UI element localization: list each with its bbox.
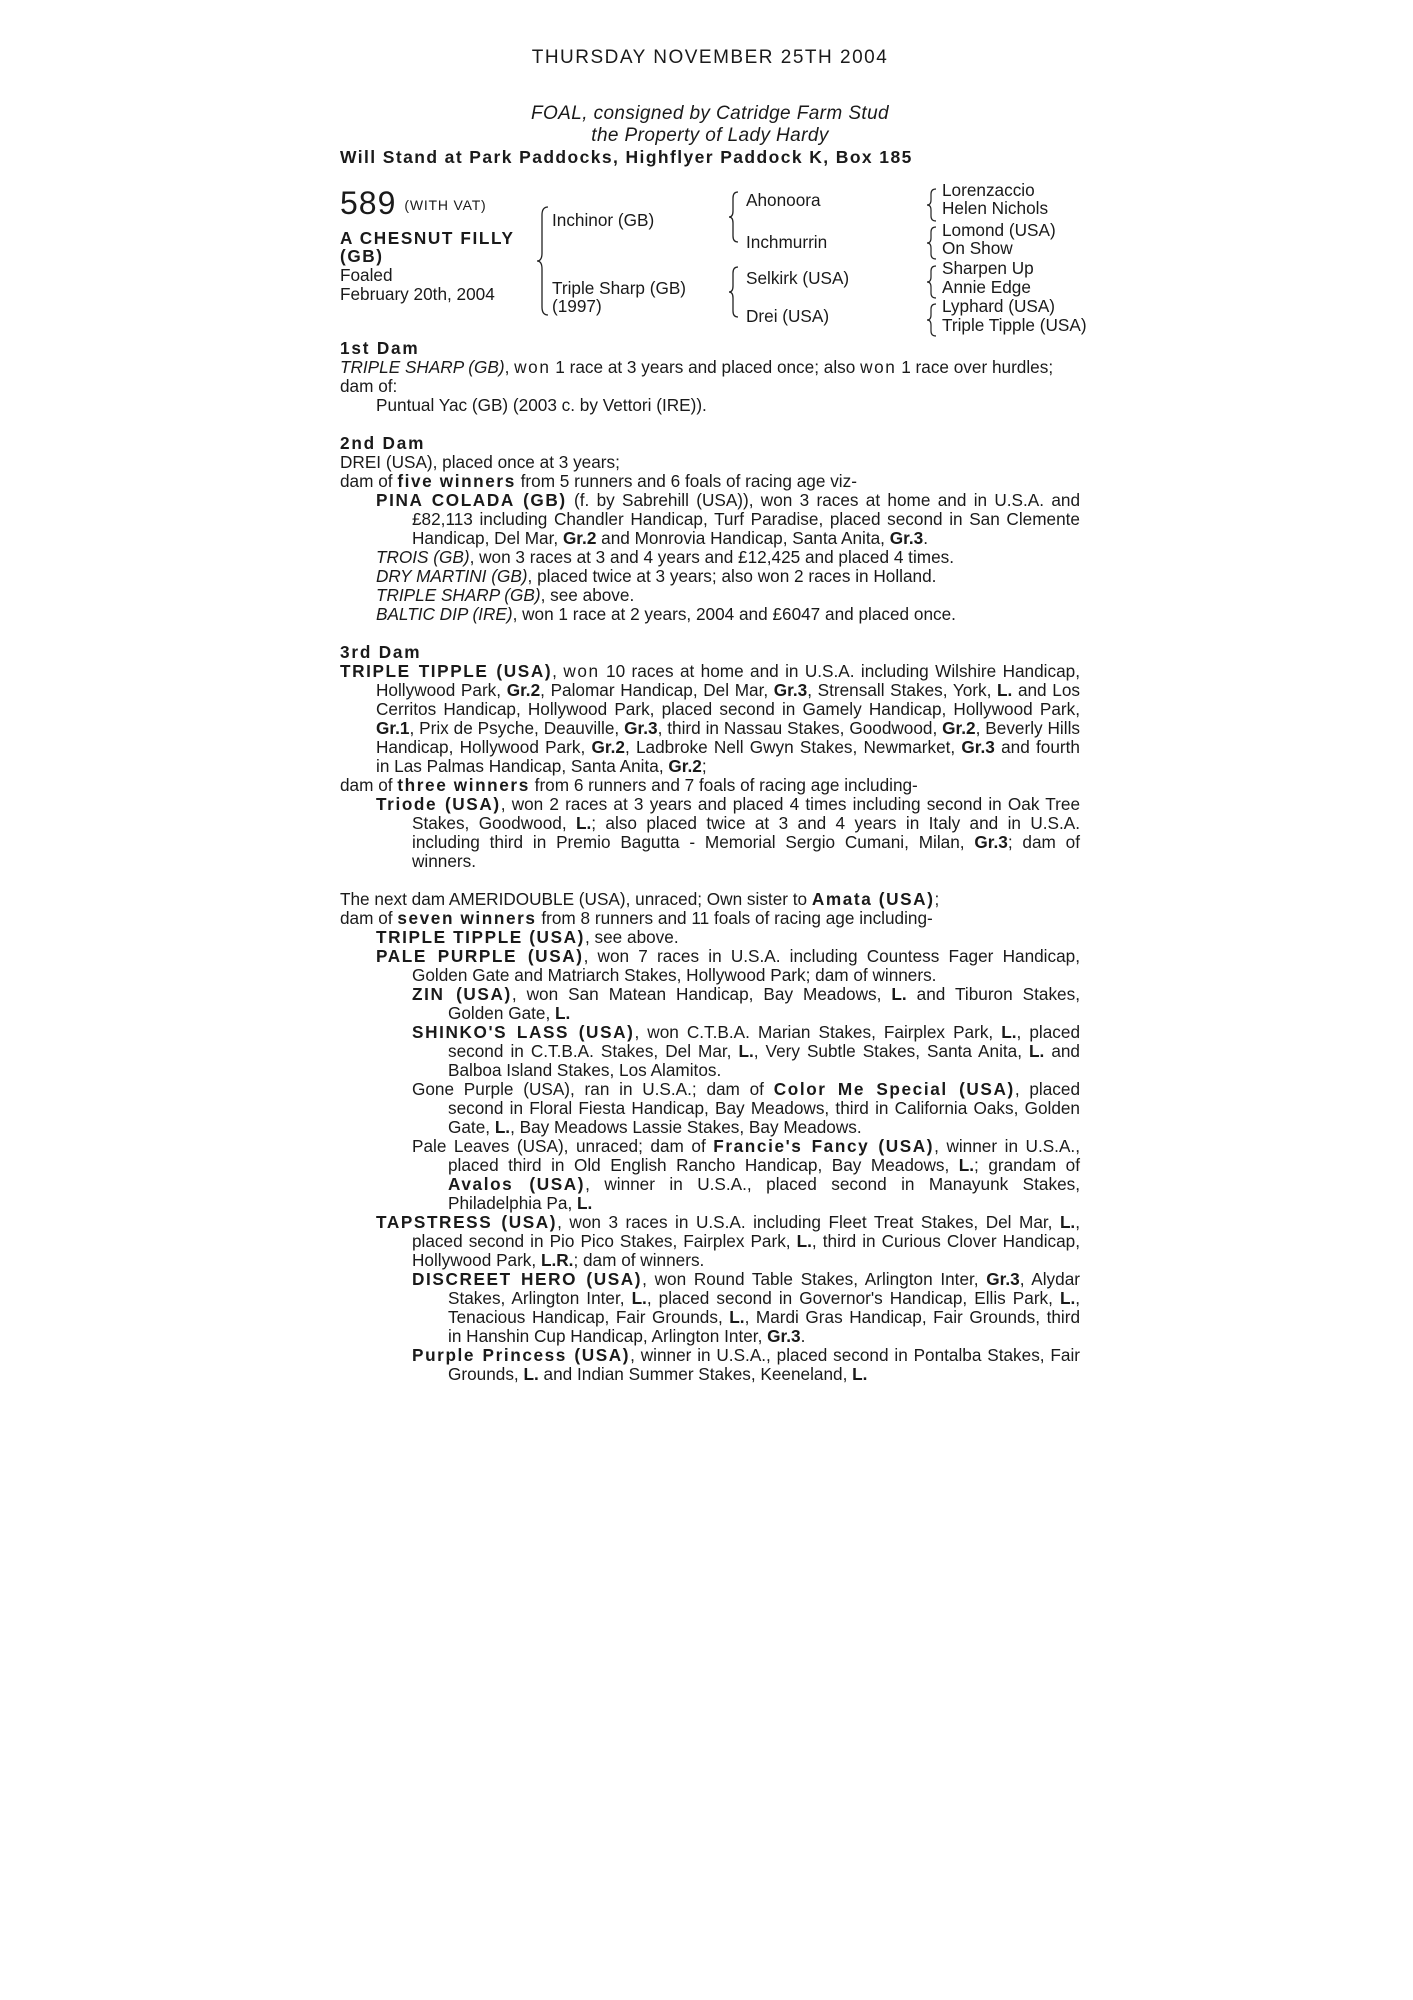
horse-name: TRIPLE TIPPLE (USA) [340, 661, 553, 681]
first-dam-entry [340, 358, 1080, 377]
text: , won 7 races in U.S.A. including Countess Fager Handicap, Golden Gate and Matriarch Stakes, Hollywood Park; dam of winners. [412, 946, 1080, 985]
text: Gr.3 [986, 1269, 1020, 1289]
progeny-entry [340, 548, 1080, 567]
text: Pale Leaves (USA), unraced; dam of [412, 1136, 714, 1156]
horse-name: TRIPLE TIPPLE (USA) [376, 927, 585, 947]
text: L. [575, 813, 592, 833]
text: . [923, 528, 928, 548]
text: L.R. [540, 1250, 574, 1270]
text: , Bay Meadows Lassie Stakes, Bay Meadows. [510, 1117, 862, 1137]
text: L. [555, 1003, 571, 1023]
second-dam-damof [340, 472, 1080, 491]
progeny-entry [340, 985, 1080, 1023]
dam-brace-icon [728, 265, 740, 319]
horse-name: Purple Princess (USA) [412, 1345, 631, 1365]
text: , placed twice at 3 years; also won 2 races in Holland. [527, 566, 937, 586]
grandsire-4: On Show [942, 238, 1013, 258]
text: L. [891, 984, 907, 1004]
dam-name: Triple Sharp (GB) [552, 278, 687, 298]
text: 1 race at 3 years and placed once; also [550, 357, 861, 377]
text: , won 3 races in U.S.A. including Fleet Treat Stakes, Del Mar, [557, 1212, 1060, 1232]
text: , won San Matean Handicap, Bay Meadows, [511, 984, 892, 1004]
text: , Alydar Stakes, Arlington Inter, [448, 1269, 1080, 1308]
text: , Mardi Gras Handicap, Fair Grounds, third in Hanshin Cup Handicap, Arlington Inter, [448, 1307, 1081, 1346]
text: The next dam AMERIDOUBLE (USA), unraced; Own sister to [340, 889, 812, 909]
text: , see above. [584, 927, 679, 947]
lot-number [340, 187, 487, 221]
text: and Indian Summer Stakes, Keeneland, [538, 1364, 853, 1384]
progeny-entry [340, 928, 1080, 947]
dam-of-label: dam of: [340, 376, 398, 396]
text: , see above. [540, 585, 635, 605]
dam-year: (1997) [552, 296, 602, 316]
next-dam-intro [340, 890, 1080, 909]
g-brace-3-icon [926, 264, 938, 300]
third-dam-entry: TRIPLE TIPPLE (USA), won 10 races at home and in U.S.A. including Wilshire Handicap, Hollywood Park, Gr.2, Palomar Handicap, Del Mar, Gr.3, Strensall Stakes, York, L. and Los Cerritos Handicap, Hollywood Park, placed second in Gamely Handicap, Hollywood Park, Gr.1, Prix de Psyche, Deauville, Gr.3, third in Nassau Stakes, Goodwood, Gr.2, Beverly Hills Handicap, Hollywood Park, Gr.2, Ladbroke Nell Gwyn Stakes, Newmarket, Gr.3 and fourth in Las Palmas Handicap, Santa Anita, Gr.2; [340, 661, 1080, 776]
text: L. [1059, 1288, 1076, 1308]
text: , third in Nassau Stakes, Goodwood, [657, 718, 943, 738]
text: L. [1059, 1212, 1076, 1232]
text: 10 races at home and in U.S.A. including Wilshire Handicap, Hollywood Park, [376, 661, 1080, 700]
text: L. [577, 1193, 593, 1213]
sale-date: THURSDAY NOVEMBER 25TH 2004 [531, 47, 889, 68]
text: five winners [397, 471, 516, 491]
sire-dam: Inchmurrin [746, 232, 828, 252]
text: , won 1 race at 2 years, 2004 and £6047 and placed once. [512, 604, 956, 624]
text: from 6 runners and 7 foals of racing age including- [529, 775, 918, 795]
text: (f. by Sabrehill (USA)), won 3 races at home and in U.S.A. and £82,113 including Chandler Handicap, Turf Paradise, placed second in San Clemente Handicap, Del Mar, [412, 490, 1081, 548]
text: , Tenacious Handicap, Fair Grounds, [448, 1288, 1081, 1327]
g-brace-2-icon [926, 225, 938, 261]
text: , Palomar Handicap, Del Mar, [540, 680, 774, 700]
text: , won 3 races at 3 and 4 years and £12,425 and placed 4 times. [469, 547, 955, 567]
text: ; grandam of [974, 1155, 1080, 1175]
text: , placed second in Governor's Handicap, Ellis Park, [646, 1288, 1060, 1308]
text: 1 race over hurdles; [896, 357, 1054, 377]
horse-name: PINA COLADA (GB) [376, 490, 567, 510]
progeny-entry [340, 567, 1080, 586]
lot-description: A CHESNUT FILLY [340, 228, 515, 248]
text: Gone Purple (USA), ran in U.S.A.; dam of [412, 1079, 774, 1099]
horse-name: TRIPLE SHARP (GB) [376, 585, 541, 605]
horse-name: Triode (USA) [376, 794, 501, 814]
catalogue-page [340, 47, 1087, 1384]
g-brace-1-icon [926, 187, 938, 223]
property-line: the Property of Lady Hardy [591, 125, 829, 146]
progeny-entry [340, 947, 1080, 985]
text: L. [1001, 1022, 1017, 1042]
text: ; also placed twice at 3 and 4 years in Italy and in U.S.A. including third in Premio Bagutta - Memorial Sergio Cumani, Milan, [412, 813, 1081, 852]
text: L. [729, 1307, 745, 1327]
text: , Beverly Hills Handicap, Hollywood Park, [376, 718, 1080, 757]
text: dam of [340, 908, 398, 928]
progeny-entry [340, 586, 1080, 605]
lot-number-value: 589 [340, 185, 397, 221]
second-dam-intro: DREI (USA), placed once at 3 years; [340, 452, 620, 472]
text: Gr.3 [974, 832, 1008, 852]
grandsire-7: Lyphard (USA) [942, 296, 1056, 316]
vat-note: (WITH VAT) [404, 197, 487, 213]
text: , winner in U.S.A., placed second in Pontalba Stakes, Fair Grounds, [448, 1345, 1080, 1384]
text: ; dam of winners. [412, 832, 1080, 871]
text: Gr.2 [668, 756, 702, 776]
progeny-entry [340, 1270, 1080, 1346]
horse-name: PALE PURPLE (USA) [376, 946, 584, 966]
progeny-entry [340, 491, 1080, 548]
text: L. [494, 1117, 511, 1137]
horse-name: ZIN (USA) [412, 984, 512, 1004]
text: Gr.3 [889, 528, 924, 548]
horse-name: TROIS (GB) [376, 547, 470, 567]
horse-name: DISCREET HERO (USA) [412, 1269, 643, 1289]
text: , Ladbroke Nell Gwyn Stakes, Newmarket, [624, 737, 962, 757]
sire-sire: Ahonoora [746, 190, 821, 210]
progeny-entry [340, 1213, 1080, 1270]
text: L. [796, 1231, 812, 1251]
lot-country: (GB) [340, 246, 384, 266]
consignor-line: FOAL, consigned by Catridge Farm Stud [530, 103, 889, 124]
text: Gr.1 [376, 718, 410, 738]
third-dam-damof [340, 776, 1080, 795]
horse-name: BALTIC DIP (IRE) [376, 604, 513, 624]
text: , won C.T.B.A. Marian Stakes, Fairplex Park, [634, 1022, 1002, 1042]
text: and Monrovia Handicap, Santa Anita, [596, 528, 890, 548]
text: Gr.2 [562, 528, 597, 548]
dam-dam: Drei (USA) [746, 306, 830, 326]
text: Gr.3 [961, 737, 995, 757]
text: , placed second in C.T.B.A. Stakes, Del Mar, [448, 1022, 1081, 1061]
text: L. [1029, 1041, 1045, 1061]
text: , Prix de Psyche, Deauville, [409, 718, 625, 738]
text: Gr.2 [591, 737, 625, 757]
sire-brace-icon [728, 190, 740, 244]
text: won [514, 357, 551, 377]
text: , Very Subtle Stakes, Santa Anita, [753, 1041, 1030, 1061]
text: three winners [397, 775, 530, 795]
text: . [800, 1326, 806, 1346]
text: ; dam of winners. [573, 1250, 705, 1270]
text: and Los Cerritos Handicap, Hollywood Park, placed second in Gamely Handicap, Hollywood Park, [376, 680, 1080, 719]
text: , third in Curious Clover Handicap, Hollywood Park, [412, 1231, 1081, 1270]
text: Gr.3 [767, 1326, 801, 1346]
grandsire-8: Triple Tipple (USA) [942, 315, 1087, 335]
progeny-entry [340, 1137, 1080, 1213]
text: L. [852, 1364, 868, 1384]
sire-name: Inchinor (GB) [552, 210, 655, 230]
text: ; [934, 889, 940, 909]
text: from 8 runners and 11 foals of racing age including- [536, 908, 933, 928]
text: and fourth in Las Palmas Handicap, Santa Anita, [376, 737, 1080, 776]
horse-name: Francie's Fancy (USA) [713, 1136, 935, 1156]
text: won [860, 357, 897, 377]
progeny-entry [340, 605, 1080, 624]
text: Gr.2 [942, 718, 976, 738]
dam-sire: Selkirk (USA) [746, 268, 850, 288]
grandsire-5: Sharpen Up [942, 258, 1034, 278]
horse-name: TAPSTRESS (USA) [376, 1212, 558, 1232]
text: , placed second in Floral Fiesta Handicap, Bay Meadows, third in California Oaks, Golden Gate, [448, 1079, 1080, 1137]
grandsire-6: Annie Edge [942, 277, 1031, 297]
horse-name: SHINKO'S LASS (USA) [412, 1022, 635, 1042]
horse-name: Color Me Special (USA) [773, 1079, 1015, 1099]
text: Gr.3 [624, 718, 658, 738]
progeny-entry [340, 1080, 1080, 1137]
main-brace-icon [536, 205, 550, 317]
third-dam-heading: 3rd Dam [340, 642, 422, 662]
text: and Balboa Island Stakes, Los Alamitos. [448, 1041, 1080, 1080]
text: ; [701, 756, 707, 776]
next-dam-damof [340, 909, 1080, 928]
horse-name: Amata (USA) [811, 889, 935, 909]
progeny-entry [340, 795, 1080, 871]
text: , won Round Table Stakes, Arlington Inter, [642, 1269, 987, 1289]
text: , winner in U.S.A., placed second in Manayunk Stakes, Philadelphia Pa, [448, 1174, 1080, 1213]
horse-name: DRY MARTINI (GB) [376, 566, 528, 586]
produce-entry: Puntual Yac (GB) (2003 c. by Vettori (IRE)). [376, 395, 707, 415]
text: , [504, 357, 515, 377]
second-dam-heading: 2nd Dam [340, 433, 426, 453]
text: , won 2 races at 3 years and placed 4 times including second in Oak Tree Stakes, Goodwood, [412, 794, 1081, 833]
text: dam of [340, 471, 398, 491]
text: , placed second in Pio Pico Stakes, Fairplex Park, [412, 1212, 1080, 1251]
text: L. [958, 1155, 975, 1175]
text: Gr.3 [773, 680, 808, 700]
grandsire-1: Lorenzaccio [942, 180, 1035, 200]
first-dam-heading: 1st Dam [340, 338, 420, 358]
text: won [563, 661, 600, 681]
foaled-date: February 20th, 2004 [340, 284, 495, 304]
text: dam of [340, 775, 398, 795]
grandsire-2: Helen Nichols [942, 198, 1049, 218]
text: L. [631, 1288, 647, 1308]
progeny-entry [340, 1023, 1080, 1080]
text: Gr.2 [506, 680, 541, 700]
horse-name: Avalos (USA) [448, 1174, 586, 1194]
grandsire-3: Lomond (USA) [942, 220, 1056, 240]
text: and Tiburon Stakes, Golden Gate, [448, 984, 1080, 1023]
text: , winner in U.S.A., placed third in Old English Rancho Handicap, Bay Meadows, [448, 1136, 1080, 1175]
text: L. [738, 1041, 754, 1061]
stand-location: Will Stand at Park Paddocks, Highflyer Paddock K, Box 185 [340, 147, 913, 167]
foaled-label: Foaled [340, 265, 393, 285]
progeny-entry [340, 1346, 1080, 1384]
horse-name: TRIPLE SHARP (GB) [340, 357, 505, 377]
pedigree-block [340, 180, 1087, 339]
g-brace-4-icon [926, 302, 938, 338]
text: L. [523, 1364, 539, 1384]
text: from 5 runners and 6 foals of racing age viz- [515, 471, 857, 491]
text: L. [997, 680, 1013, 700]
text: , Strensall Stakes, York, [807, 680, 998, 700]
text: seven winners [397, 908, 537, 928]
